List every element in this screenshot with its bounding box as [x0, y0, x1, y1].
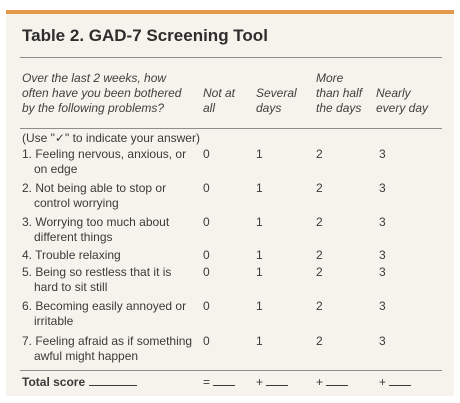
score-option[interactable]: 0: [203, 334, 210, 348]
gad7-table-card: [6, 10, 454, 396]
score-option[interactable]: 3: [379, 147, 386, 161]
score-option[interactable]: 1: [256, 248, 263, 262]
sum-symbol: +: [256, 375, 264, 389]
question-5-label: [22, 265, 171, 295]
question-line: 3. Worrying too much about: [22, 215, 170, 229]
column-header-line: Nearly: [376, 86, 411, 100]
question-2-label: [22, 181, 166, 211]
score-option[interactable]: 0: [203, 147, 210, 161]
question-header-line: by the following problems?: [22, 101, 165, 115]
question-line: on edge: [34, 162, 78, 176]
column-header-more-than-half: [316, 71, 362, 116]
question-header-line: often have you been bothered: [22, 86, 182, 100]
question-7-label: [22, 334, 192, 364]
question-line: hard to sit still: [34, 280, 108, 294]
score-option[interactable]: 1: [256, 147, 263, 161]
question-line: 5. Being so restless that it is: [22, 265, 172, 279]
column-header-not-at-all: [203, 86, 235, 116]
column-total-field[interactable]: [389, 375, 411, 386]
question-4-label: [22, 248, 121, 263]
header-divider: [20, 128, 442, 129]
score-option[interactable]: 3: [379, 265, 386, 279]
footer-divider: [20, 370, 442, 371]
column-total-nearly-every-day: [379, 375, 411, 389]
column-total-field[interactable]: [213, 375, 235, 386]
sum-symbol: +: [379, 375, 387, 389]
score-option[interactable]: 1: [256, 181, 263, 195]
column-header-line: all: [203, 101, 216, 115]
column-total-more-than-half: [316, 375, 348, 389]
question-line: 1. Feeling nervous, anxious, or: [22, 147, 187, 161]
column-header-line: Not at: [203, 86, 236, 100]
sum-symbol: =: [203, 375, 211, 389]
column-header-line: the days: [316, 101, 362, 115]
score-option[interactable]: 3: [379, 299, 386, 313]
score-option[interactable]: 2: [316, 181, 323, 195]
column-total-not-at-all: [203, 375, 235, 389]
question-line: 4. Trouble relaxing: [22, 248, 121, 262]
score-option[interactable]: 0: [203, 215, 210, 229]
column-header-line: More: [316, 71, 344, 85]
question-6-label: [22, 299, 186, 329]
column-header-nearly-every-day: [376, 86, 428, 116]
question-line: 2. Not being able to stop or: [22, 181, 167, 195]
score-option[interactable]: 1: [256, 334, 263, 348]
question-line: 7. Feeling afraid as if something: [22, 334, 193, 348]
table-title: Table 2. GAD-7 Screening Tool: [22, 26, 268, 45]
score-option[interactable]: 3: [379, 215, 386, 229]
score-option[interactable]: 3: [379, 334, 386, 348]
column-header-line: every day: [376, 101, 429, 115]
total-score-label: Total score: [22, 375, 86, 389]
column-total-field[interactable]: [326, 375, 348, 386]
question-header: [22, 71, 181, 116]
title-divider: [20, 57, 442, 58]
instruction-text: (Use "✓" to indicate your answer): [22, 131, 200, 145]
score-option[interactable]: 2: [316, 215, 323, 229]
question-line: different things: [34, 230, 113, 244]
column-header-line: than half: [316, 86, 363, 100]
column-total-field[interactable]: [266, 375, 288, 386]
question-header-line: Over the last 2 weeks, how: [22, 71, 167, 85]
question-3-label: [22, 215, 169, 245]
question-1-label: [22, 147, 186, 177]
column-header-line: Several: [256, 86, 297, 100]
score-option[interactable]: 2: [316, 147, 323, 161]
question-line: 6. Becoming easily annoyed or: [22, 299, 187, 313]
sum-symbol: +: [316, 375, 324, 389]
score-option[interactable]: 3: [379, 248, 386, 262]
score-option[interactable]: 2: [316, 334, 323, 348]
total-score-field[interactable]: [89, 375, 137, 386]
score-option[interactable]: 0: [203, 248, 210, 262]
score-option[interactable]: 3: [379, 181, 386, 195]
score-option[interactable]: 2: [316, 248, 323, 262]
column-total-several-days: [256, 375, 288, 389]
question-line: control worrying: [34, 196, 119, 210]
column-header-several-days: [256, 86, 297, 116]
column-header-line: days: [256, 101, 282, 115]
score-option[interactable]: 0: [203, 265, 210, 279]
question-line: awful might happen: [34, 349, 139, 363]
score-option[interactable]: 1: [256, 265, 263, 279]
score-option[interactable]: 0: [203, 181, 210, 195]
score-option[interactable]: 1: [256, 299, 263, 313]
score-option[interactable]: 2: [316, 299, 323, 313]
question-line: irritable: [34, 314, 74, 328]
score-option[interactable]: 2: [316, 265, 323, 279]
score-option[interactable]: 0: [203, 299, 210, 313]
score-option[interactable]: 1: [256, 215, 263, 229]
total-score-row: [22, 375, 137, 389]
